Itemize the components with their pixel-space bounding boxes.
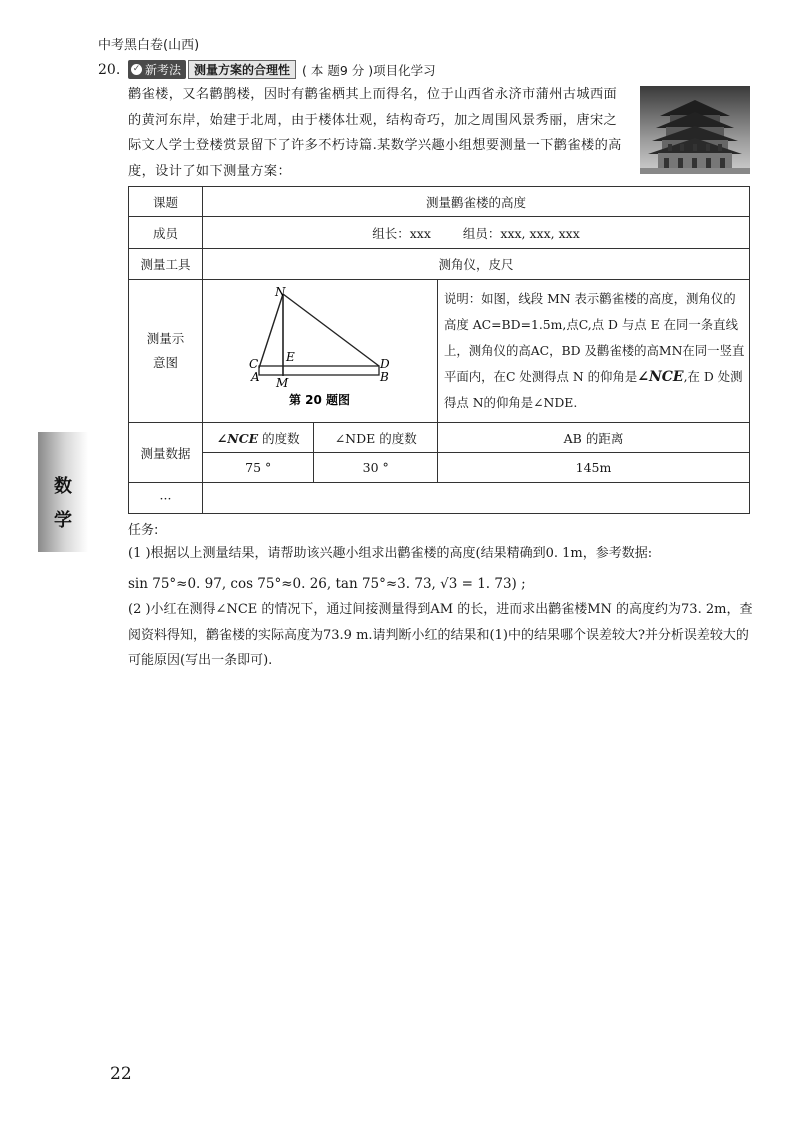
description-angle: ∠NCE (637, 369, 684, 385)
topic-row-label: 课题 (129, 187, 203, 217)
description-text-2: ,在 D 处测得点 N的仰角是∠NDE. (444, 369, 743, 410)
tools-row-label: 测量工具 (129, 249, 203, 280)
diagram-row-label: 测量示意图 (129, 280, 203, 423)
header-title: 中考黑白卷(山西) (98, 38, 200, 53)
topic-row-value: 测量鹳雀楼的高度 (203, 187, 750, 217)
col-header-nce-angle: ∠NCE (216, 430, 259, 446)
label-E: E (286, 350, 295, 364)
members-row-label: 成员 (129, 217, 203, 249)
tower-photo (640, 86, 750, 174)
col-header-ab: AB 的距离 (438, 423, 750, 453)
tag-label: 新考法 (145, 63, 182, 77)
intro-paragraph: 鹳雀楼，又名鹳鹊楼，因时有鹳雀栖其上而得名，位于山西省永济市蒲州古城西面的黄河东岸，始建于北周，由于楼体壮观，结构奇巧，加之周围风景秀丽，唐宋之际文人学士登楼赏景留下了许多不朽诗篇.某数学兴趣小组想要测量一下鹳雀楼的高度，设计了如下测量方案： (128, 87, 622, 179)
label-M: M (276, 376, 289, 390)
diagram-caption: 第 20 题图 (289, 393, 351, 407)
topic-label: 测量方案的合理性 (188, 60, 296, 79)
measurement-plan-table (128, 186, 750, 514)
label-N: N (275, 285, 286, 299)
empty-cell (203, 483, 750, 514)
measurement-diagram (203, 280, 437, 422)
check-icon: ✓ (132, 64, 141, 74)
group-members: 组员：xxx, xxx, xxx (462, 225, 580, 241)
label-C: C (249, 357, 259, 371)
value-nde: 30 ° (314, 453, 438, 483)
label-A: A (251, 370, 260, 384)
task-1-text: (1 )根据以上测量结果，请帮助该兴趣小组求出鹳雀楼的高度(结果精确到0. 1m，参考数据: (128, 546, 653, 561)
members-row-value (203, 217, 750, 249)
description-cell (438, 280, 750, 423)
diagram-cell (203, 280, 438, 423)
new-method-tag (128, 60, 186, 79)
reference-formula: sin 75°≈0. 97, cos 75°≈0. 26, tan 75°≈3. 73, √3 = 1. 73) ; (128, 576, 526, 592)
side-subject-text: 数学 (54, 476, 72, 531)
ground-strip (259, 366, 379, 375)
description-text-1: 说明：如图，线段 MN 表示鹳雀楼的高度，测角仪的高度 AC=BD=1.5m,点C,点 D 与点 E 在同一条直线上，测角仪的高AC，BD 及鹳雀楼的高MN在同一竖直平面内，在C 处测得点 N 的仰角是 (444, 291, 745, 384)
page-number: 22 (110, 1064, 132, 1084)
question-heading (128, 60, 436, 79)
tasks-heading: 任务: (128, 523, 159, 538)
question-number: 20. (98, 62, 121, 78)
col-header-nde: ∠NDE 的度数 (314, 423, 438, 453)
col-header-nce-suffix: 的度数 (258, 430, 300, 446)
line-ND (283, 294, 379, 366)
question-meta: ( 本 题9 分 )项目化学习 (302, 62, 436, 78)
label-B: B (380, 370, 389, 384)
line-NC (259, 294, 283, 368)
value-nce: 75 ° (203, 453, 314, 483)
col-header-nce (203, 423, 314, 453)
ellipsis-cell: ··· (129, 483, 203, 514)
label-D: D (380, 357, 390, 371)
task-2-text: (2 )小红在测得∠NCE 的情况下，通过间接测量得到AM 的长，进而求出鹳雀楼MN 的高度约为73. 2m，查阅资料得知，鹳雀楼的实际高度为73.9 m.请判断小红的结果和(1)中的结果哪个误差较大?并分析误差较大的可能原因(写出一条即可). (128, 602, 753, 668)
tools-row-value: 测角仪，皮尺 (203, 249, 750, 280)
data-row-label: 测量数据 (129, 423, 203, 483)
group-leader: 组长：xxx (372, 225, 431, 241)
value-ab: 145m (438, 453, 750, 483)
